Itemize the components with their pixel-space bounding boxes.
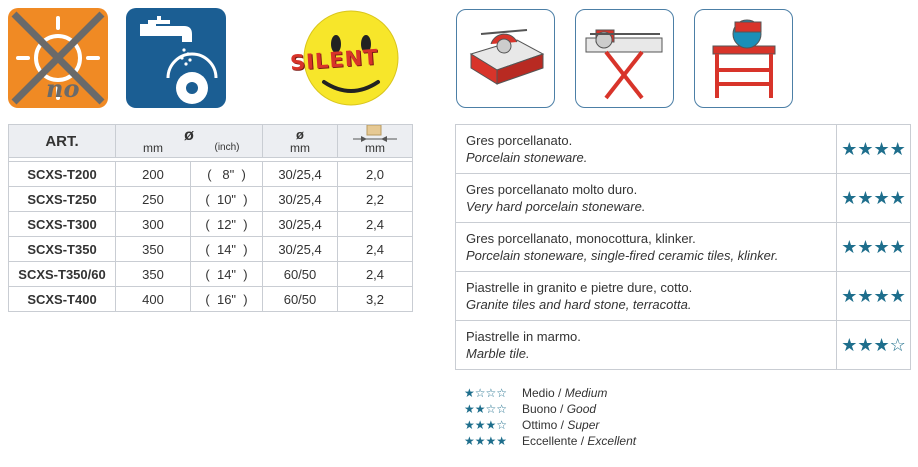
diameter-unit-mm: mm [143, 141, 163, 155]
col-diameter [116, 125, 263, 158]
silent-label: SILENT [289, 44, 380, 76]
diameter-unit-inch: (inch) [214, 142, 240, 153]
rating-stars: ★★★★ [837, 174, 911, 223]
water-cooling-icon [126, 8, 226, 108]
silent-smiley-icon [286, 8, 416, 108]
legend-item: ★★★★ Eccellente / Excellent [464, 434, 637, 448]
material-row [456, 223, 911, 272]
material-name-en: Porcelain stoneware, single-fired ceramic tiles, klinker. [466, 248, 779, 263]
rating-stars: ★★★★ [837, 125, 911, 174]
bench-machine-icon [694, 9, 793, 108]
material-row [456, 272, 911, 321]
rating-stars: ★★★☆ [837, 321, 911, 370]
legend-stars: ★☆☆☆ [464, 386, 508, 400]
material-name-it: Gres porcellanato molto duro. [466, 182, 638, 197]
spec-header-row [9, 125, 413, 158]
thickness-unit: mm [365, 141, 385, 155]
material-name-it: Gres porcellanato. [466, 133, 573, 148]
material-name-en: Porcelain stoneware. [466, 150, 588, 165]
legend-stars: ★★★☆ [464, 418, 508, 432]
legend-item: ★☆☆☆ Medio / Medium [464, 386, 608, 400]
material-name-it: Piastrelle in granito e pietre dure, cotto. [466, 280, 693, 295]
material-name-en: Marble tile. [466, 346, 530, 361]
bore-symbol: ø [296, 126, 304, 142]
table-row: SCXS-T300 300 ( 12" ) 30/25,4 2,4 [9, 212, 413, 237]
rating-stars: ★★★★ [837, 223, 911, 272]
diameter-symbol: ø [184, 127, 194, 144]
tabletop-machine-icon [456, 9, 555, 108]
col-bore [263, 125, 338, 158]
col-thickness [338, 125, 413, 158]
material-row [456, 321, 911, 370]
rating-legend [464, 385, 636, 449]
col-art: ART. [9, 125, 116, 158]
table-row: SCXS-T350/60 350 ( 14" ) 60/50 2,4 [9, 262, 413, 287]
spec-table [8, 124, 413, 312]
table-row: SCXS-T200 200 ( 8" ) 30/25,4 2,0 [9, 162, 413, 187]
legend-item: ★★★☆ Ottimo / Super [464, 418, 600, 432]
legend-stars: ★★☆☆ [464, 402, 508, 416]
legend-item: ★★☆☆ Buono / Good [464, 402, 597, 416]
material-name-en: Very hard porcelain stoneware. [466, 199, 646, 214]
table-row: SCXS-T400 400 ( 16" ) 60/50 3,2 [9, 287, 413, 312]
legend-stars: ★★★★ [464, 434, 508, 448]
table-row: SCXS-T250 250 ( 10" ) 30/25,4 2,2 [9, 187, 413, 212]
materials-table [455, 124, 911, 370]
material-row [456, 174, 911, 223]
table-row: SCXS-T350 350 ( 14" ) 30/25,4 2,4 [9, 237, 413, 262]
no-badge: no [46, 74, 80, 103]
bore-unit: mm [290, 140, 310, 155]
no-laser-icon [8, 8, 108, 108]
material-name-it: Gres porcellanato, monocottura, klinker. [466, 231, 696, 246]
material-row [456, 125, 911, 174]
rating-stars: ★★★★ [837, 272, 911, 321]
stand-machine-icon [575, 9, 674, 108]
material-name-it: Piastrelle in marmo. [466, 329, 581, 344]
material-name-en: Granite tiles and hard stone, terracotta. [466, 297, 692, 312]
